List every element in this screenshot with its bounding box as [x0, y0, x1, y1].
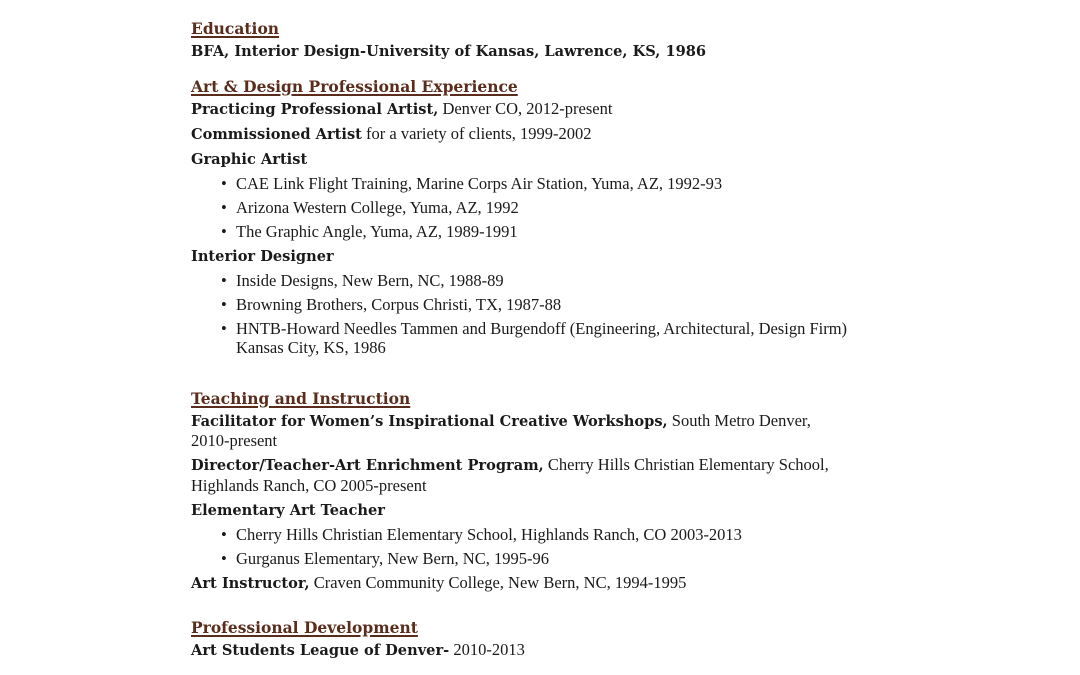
elementary-teacher-list	[191, 525, 891, 569]
art-students-league-title: Art Students League of Denver-	[191, 642, 450, 659]
list-item: • HNTB-Howard Needles Tammen and Burgendoff (Engineering, Architectural, Design Firm) Kansas City, KS, 1986	[191, 319, 856, 358]
facilitator-entry	[191, 411, 831, 451]
list-item: • Arizona Western College, Yuma, AZ, 1992	[191, 198, 891, 218]
practicing-artist-entry	[191, 99, 891, 120]
list-item: • Browning Brothers, Corpus Christi, TX, 1987-88	[191, 295, 891, 315]
art-instructor-entry	[191, 573, 891, 594]
director-title: Director/Teacher-Art Enrichment Program,	[191, 457, 544, 474]
commissioned-artist-title: Commissioned Artist	[191, 125, 362, 143]
practicing-artist-title: Practicing Professional Artist,	[191, 100, 439, 118]
commissioned-artist-entry	[191, 124, 891, 145]
art-students-league-entry	[191, 640, 891, 661]
list-item: • Cherry Hills Christian Elementary School, Highlands Ranch, CO 2003-2013	[191, 525, 891, 545]
professional-development-heading: Professional Development	[191, 618, 418, 637]
education-degree	[191, 41, 891, 62]
interior-designer-entry	[191, 246, 891, 267]
graphic-artist-list	[191, 174, 891, 242]
education-heading: Education	[191, 19, 280, 38]
director-detail: Cherry Hills Christian Elementary School, Highlands Ranch, CO 2005-present	[191, 455, 829, 495]
facilitator-detail: South Metro Denver, 2010-present	[191, 410, 811, 450]
elementary-teacher-entry	[191, 500, 891, 521]
graphic-artist-title: Graphic Artist	[191, 150, 308, 168]
art-instructor-detail: Craven Community College, New Bern, NC, 1994-1995	[309, 572, 687, 592]
graphic-artist-entry	[191, 149, 891, 170]
art-instructor-title: Art Instructor,	[191, 574, 310, 592]
education-degree-text: BFA, Interior Design-University of Kansas, Lawrence, KS, 1986	[191, 43, 707, 60]
resume-content	[191, 18, 891, 661]
art-design-heading: Art & Design Professional Experience	[191, 76, 518, 96]
list-item: • Inside Designs, New Bern, NC, 1988-89	[191, 271, 891, 291]
commissioned-artist-detail: for a variety of clients, 1999-2002	[361, 123, 592, 143]
interior-designer-list	[191, 271, 891, 358]
facilitator-title: Facilitator for Women’s Inspirational Creative Workshops,	[191, 412, 668, 430]
teaching-heading: Teaching and Instruction	[191, 388, 411, 408]
list-item: • The Graphic Angle, Yuma, AZ, 1989-1991	[191, 222, 891, 242]
elementary-teacher-title: Elementary Art Teacher	[191, 501, 385, 519]
list-item: • CAE Link Flight Training, Marine Corps Air Station, Yuma, AZ, 1992-93	[191, 174, 891, 194]
practicing-artist-detail: Denver CO, 2012-present	[438, 98, 613, 118]
art-students-league-detail: 2010-2013	[449, 640, 525, 659]
list-item: • Gurganus Elementary, New Bern, NC, 1995-96	[191, 549, 891, 569]
interior-designer-title: Interior Designer	[191, 247, 334, 265]
director-entry	[191, 455, 871, 495]
